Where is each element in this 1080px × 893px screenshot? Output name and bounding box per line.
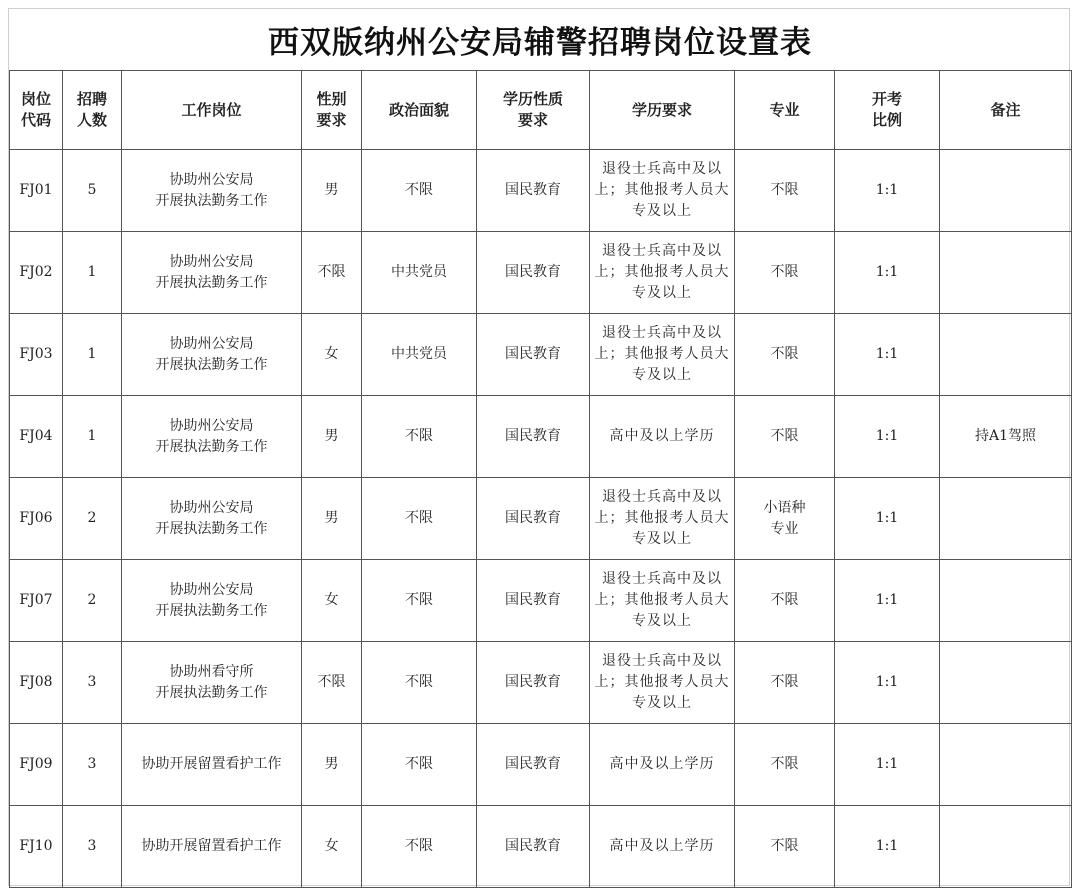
cell-edu-type: 国民教育 (477, 478, 590, 560)
cell-count: 1 (63, 232, 122, 314)
cell-major: 不限 (735, 396, 835, 478)
cell-gender: 男 (302, 724, 362, 806)
cell-ratio: 1:1 (835, 150, 940, 232)
cell-ratio: 1:1 (835, 232, 940, 314)
cell-note (940, 314, 1072, 396)
cell-edu-type: 国民教育 (477, 314, 590, 396)
cell-ratio: 1:1 (835, 724, 940, 806)
cell-count: 1 (63, 396, 122, 478)
cell-note: 持A1驾照 (940, 396, 1072, 478)
cell-edu-req: 高中及以上学历 (590, 396, 735, 478)
cell-count: 5 (63, 150, 122, 232)
cell-major: 不限 (735, 560, 835, 642)
table-row (10, 560, 1072, 642)
table-row (10, 806, 1072, 888)
table-row (10, 150, 1072, 232)
header-gender: 性别 要求 (302, 71, 362, 150)
cell-position: 协助开展留置看护工作 (122, 806, 302, 888)
cell-position: 协助州公安局 开展执法勤务工作 (122, 478, 302, 560)
cell-note (940, 232, 1072, 314)
cell-politics: 中共党员 (362, 314, 477, 396)
cell-edu-req: 退役士兵高中及以上；其他报考人员大专及以上 (590, 232, 735, 314)
cell-code: FJ06 (10, 478, 63, 560)
cell-edu-type: 国民教育 (477, 396, 590, 478)
header-edu-type: 学历性质 要求 (477, 71, 590, 150)
cell-major: 小语种 专业 (735, 478, 835, 560)
cell-code: FJ02 (10, 232, 63, 314)
cell-position: 协助州公安局 开展执法勤务工作 (122, 150, 302, 232)
cell-politics: 不限 (362, 806, 477, 888)
cell-position: 协助州公安局 开展执法勤务工作 (122, 232, 302, 314)
cell-code: FJ10 (10, 806, 63, 888)
cell-code: FJ03 (10, 314, 63, 396)
cell-politics: 不限 (362, 150, 477, 232)
cell-gender: 男 (302, 396, 362, 478)
header-edu-req: 学历要求 (590, 71, 735, 150)
header-major: 专业 (735, 71, 835, 150)
cell-note (940, 642, 1072, 724)
cell-major: 不限 (735, 314, 835, 396)
cell-position: 协助州看守所 开展执法勤务工作 (122, 642, 302, 724)
document-title: 西双版纳州公安局辅警招聘岗位设置表 (268, 25, 812, 61)
cell-edu-req: 高中及以上学历 (590, 806, 735, 888)
cell-gender: 不限 (302, 642, 362, 724)
cell-edu-req: 退役士兵高中及以上；其他报考人员大专及以上 (590, 478, 735, 560)
cell-edu-type: 国民教育 (477, 232, 590, 314)
cell-code: FJ09 (10, 724, 63, 806)
cell-note (940, 724, 1072, 806)
cell-edu-req: 退役士兵高中及以上；其他报考人员大专及以上 (590, 150, 735, 232)
cell-code: FJ04 (10, 396, 63, 478)
cell-ratio: 1:1 (835, 560, 940, 642)
cell-count: 2 (63, 560, 122, 642)
cell-note (940, 806, 1072, 888)
recruitment-table-document (8, 8, 1070, 886)
header-count: 招聘 人数 (63, 71, 122, 150)
cell-edu-type: 国民教育 (477, 806, 590, 888)
cell-edu-type: 国民教育 (477, 150, 590, 232)
cell-edu-req: 退役士兵高中及以上；其他报考人员大专及以上 (590, 642, 735, 724)
cell-ratio: 1:1 (835, 314, 940, 396)
cell-position: 协助州公安局 开展执法勤务工作 (122, 560, 302, 642)
cell-ratio: 1:1 (835, 478, 940, 560)
cell-gender: 男 (302, 150, 362, 232)
cell-ratio: 1:1 (835, 396, 940, 478)
cell-major: 不限 (735, 232, 835, 314)
cell-count: 3 (63, 806, 122, 888)
cell-count: 3 (63, 642, 122, 724)
cell-position: 协助州公安局 开展执法勤务工作 (122, 396, 302, 478)
cell-note (940, 560, 1072, 642)
table-row (10, 232, 1072, 314)
header-note: 备注 (940, 71, 1072, 150)
cell-politics: 不限 (362, 642, 477, 724)
header-ratio: 开考 比例 (835, 71, 940, 150)
cell-politics: 中共党员 (362, 232, 477, 314)
cell-ratio: 1:1 (835, 642, 940, 724)
cell-count: 3 (63, 724, 122, 806)
cell-politics: 不限 (362, 560, 477, 642)
cell-count: 2 (63, 478, 122, 560)
cell-position: 协助州公安局 开展执法勤务工作 (122, 314, 302, 396)
cell-ratio: 1:1 (835, 806, 940, 888)
cell-note (940, 478, 1072, 560)
cell-major: 不限 (735, 724, 835, 806)
table-header-row (10, 71, 1072, 150)
header-position: 工作岗位 (122, 71, 302, 150)
cell-position: 协助开展留置看护工作 (122, 724, 302, 806)
table-row (10, 724, 1072, 806)
cell-major: 不限 (735, 806, 835, 888)
cell-code: FJ01 (10, 150, 63, 232)
table-row (10, 642, 1072, 724)
positions-table (9, 70, 1072, 888)
cell-note (940, 150, 1072, 232)
cell-gender: 女 (302, 314, 362, 396)
table-row (10, 396, 1072, 478)
cell-politics: 不限 (362, 724, 477, 806)
cell-gender: 不限 (302, 232, 362, 314)
cell-edu-req: 高中及以上学历 (590, 724, 735, 806)
cell-gender: 女 (302, 806, 362, 888)
cell-politics: 不限 (362, 396, 477, 478)
cell-code: FJ08 (10, 642, 63, 724)
header-politics: 政治面貌 (362, 71, 477, 150)
cell-edu-type: 国民教育 (477, 724, 590, 806)
cell-edu-req: 退役士兵高中及以上；其他报考人员大专及以上 (590, 560, 735, 642)
cell-code: FJ07 (10, 560, 63, 642)
cell-major: 不限 (735, 642, 835, 724)
table-row (10, 478, 1072, 560)
table-row (10, 314, 1072, 396)
cell-gender: 男 (302, 478, 362, 560)
cell-major: 不限 (735, 150, 835, 232)
cell-politics: 不限 (362, 478, 477, 560)
cell-edu-req: 退役士兵高中及以上；其他报考人员大专及以上 (590, 314, 735, 396)
cell-edu-type: 国民教育 (477, 560, 590, 642)
cell-edu-type: 国民教育 (477, 642, 590, 724)
cell-count: 1 (63, 314, 122, 396)
header-code: 岗位 代码 (10, 71, 63, 150)
cell-gender: 女 (302, 560, 362, 642)
